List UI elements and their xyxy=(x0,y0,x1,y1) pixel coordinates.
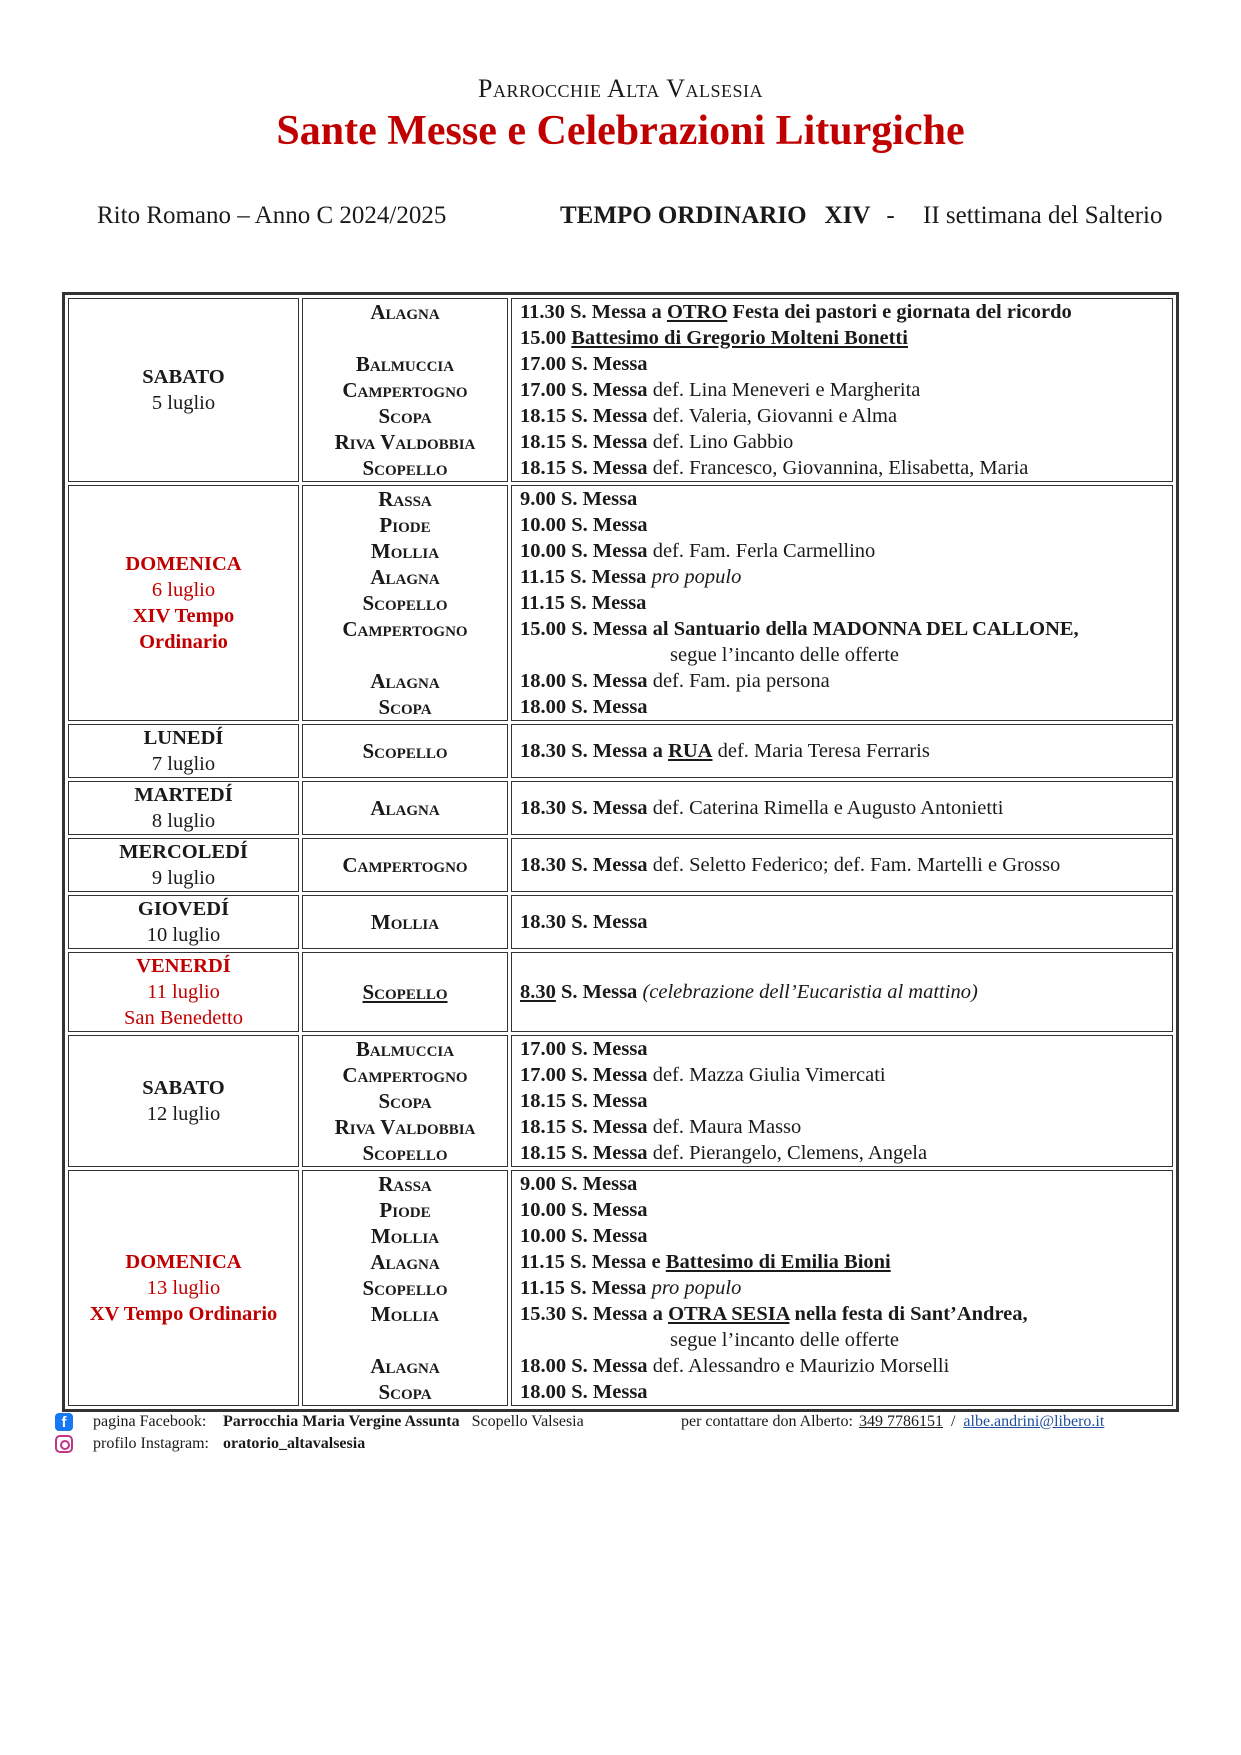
location-name: Scopa xyxy=(378,1089,432,1113)
events-cell xyxy=(511,1035,1173,1167)
event-text: segue l’incanto delle offerte xyxy=(670,644,900,666)
location-name: Alagna xyxy=(370,669,440,693)
day-liturgy: San Benedetto xyxy=(124,1007,243,1029)
day-liturgy: XIV Tempo xyxy=(132,605,235,627)
day-cell xyxy=(68,952,299,1032)
location-cell xyxy=(302,724,508,778)
event-text: S. Messa xyxy=(555,981,643,1003)
events-cell xyxy=(511,781,1173,835)
location-name: Campertogno xyxy=(342,853,468,877)
tempo-dash: - xyxy=(886,202,895,229)
location-name: Rassa xyxy=(378,487,432,511)
day-name: SABATO xyxy=(142,366,225,388)
event-text: 10.00 S. Messa xyxy=(520,540,648,562)
location-name xyxy=(303,325,507,351)
event-text: 11.15 S. Messa xyxy=(520,566,647,588)
event-text: OTRO xyxy=(666,301,728,323)
event-text: def. Mazza Giulia Vimercati xyxy=(647,1064,886,1086)
day-date: 8 luglio xyxy=(151,810,216,832)
location-cell xyxy=(302,838,508,892)
location-name: Alagna xyxy=(370,1250,440,1274)
location-name: Mollia xyxy=(370,1302,440,1326)
location-name: Scopello xyxy=(362,1276,448,1300)
event-line xyxy=(520,538,1172,564)
event-line xyxy=(520,1327,1172,1353)
event-text: 10.00 S. Messa xyxy=(520,1225,648,1247)
event-text: nella festa di Sant’Andrea, xyxy=(789,1303,1028,1325)
location-name: Riva Valdobbia xyxy=(334,430,476,454)
event-text: 18.15 S. Messa xyxy=(520,405,648,427)
schedule-row xyxy=(68,952,1173,1032)
contact-email[interactable]: albe.andrini@libero.it xyxy=(963,1413,1105,1430)
instagram-handle[interactable]: oratorio_altavalsesia xyxy=(223,1435,366,1452)
event-line xyxy=(520,325,1172,351)
event-line xyxy=(520,590,1172,616)
event-text: 18.00 S. Messa xyxy=(520,1355,648,1377)
facebook-suffix: Scopello Valsesia xyxy=(471,1413,584,1430)
event-line xyxy=(520,909,1172,935)
rite-label: Rito Romano – Anno C 2024/2025 xyxy=(97,202,447,229)
event-text: 17.00 S. Messa xyxy=(520,353,648,375)
events-cell xyxy=(511,1170,1173,1406)
event-line xyxy=(520,403,1172,429)
event-line xyxy=(520,1114,1172,1140)
event-line xyxy=(520,299,1172,325)
event-text: 9.00 S. Messa xyxy=(520,488,638,510)
event-line xyxy=(520,979,1172,1005)
schedule-row xyxy=(68,298,1173,482)
event-text: def. Maura Masso xyxy=(647,1116,802,1138)
event-text: (celebrazione dell’Eucaristia al mattino) xyxy=(642,981,978,1003)
event-text: Battesimo di Emilia Bioni xyxy=(665,1251,891,1273)
event-line xyxy=(520,1197,1172,1223)
day-date: 7 luglio xyxy=(151,753,216,775)
location-name: Piode xyxy=(379,1198,431,1222)
event-line xyxy=(520,1379,1172,1405)
event-text: 8.30 xyxy=(520,981,556,1003)
location-name: Mollia xyxy=(370,1224,440,1248)
facebook-icon[interactable]: f xyxy=(55,1413,73,1431)
day-name: MERCOLEDÍ xyxy=(119,841,248,863)
schedule-row xyxy=(68,1170,1173,1406)
events-cell xyxy=(511,952,1173,1032)
tempo-week: XIV xyxy=(824,202,871,229)
events-cell xyxy=(511,485,1173,721)
event-line xyxy=(520,512,1172,538)
event-text: 18.00 S. Messa xyxy=(520,670,648,692)
location-name: Alagna xyxy=(370,796,440,820)
location-name: Scopello xyxy=(362,739,448,763)
instagram-icon[interactable] xyxy=(55,1435,73,1453)
day-cell xyxy=(68,485,299,721)
location-name: Scopa xyxy=(378,1380,432,1404)
location-cell xyxy=(302,1035,508,1167)
event-line xyxy=(520,1062,1172,1088)
events-cell xyxy=(511,724,1173,778)
day-name: GIOVEDÍ xyxy=(137,898,230,920)
event-text: 18.15 S. Messa xyxy=(520,457,648,479)
event-text: 18.30 S. Messa xyxy=(520,911,648,933)
event-line xyxy=(520,1353,1172,1379)
contact-label: per contattare don Alberto: xyxy=(681,1413,853,1430)
event-text: 18.00 S. Messa xyxy=(520,696,648,718)
location-name xyxy=(303,642,507,668)
footer-social xyxy=(55,1411,584,1455)
instagram-row xyxy=(55,1433,584,1455)
event-text: 17.00 S. Messa xyxy=(520,1064,648,1086)
location-name: Alagna xyxy=(370,565,440,589)
event-line xyxy=(520,642,1172,668)
event-line xyxy=(520,616,1172,642)
event-text: def. Lina Meneveri e Margherita xyxy=(647,379,921,401)
location-name: Scopello xyxy=(362,456,448,480)
event-text: RUA xyxy=(668,740,713,762)
day-date: 9 luglio xyxy=(151,867,216,889)
day-cell xyxy=(68,1170,299,1406)
schedule-body xyxy=(68,298,1173,1406)
schedule-row xyxy=(68,895,1173,949)
event-line xyxy=(520,1140,1172,1166)
event-line xyxy=(520,1223,1172,1249)
event-line xyxy=(520,1275,1172,1301)
header-supertitle: Parrocchie Alta Valsesia xyxy=(477,74,764,103)
event-text: 18.15 S. Messa xyxy=(520,1116,648,1138)
event-text: def. Fam. Ferla Carmellino xyxy=(647,540,876,562)
event-text: segue l’incanto delle offerte xyxy=(670,1329,900,1351)
event-text: def. Valeria, Giovanni e Alma xyxy=(647,405,898,427)
event-text: 15.00 S. Messa al Santuario della MADONNA DEL CALLONE, xyxy=(520,618,1079,640)
location-cell xyxy=(302,781,508,835)
event-line xyxy=(520,738,1172,764)
day-name: MARTEDÍ xyxy=(134,784,233,806)
event-text: 17.00 S. Messa xyxy=(520,379,648,401)
location-name: Balmuccia xyxy=(355,352,455,376)
event-text: def. Seletto Federico; def. Fam. Martelli e Grosso xyxy=(647,854,1061,876)
event-text: Battesimo di Gregorio Molteni Bonetti xyxy=(571,327,908,349)
event-text: 17.00 S. Messa xyxy=(520,1038,648,1060)
event-line xyxy=(520,694,1172,720)
event-text: 18.15 S. Messa xyxy=(520,1090,648,1112)
location-cell xyxy=(302,298,508,482)
event-line xyxy=(520,1088,1172,1114)
location-name: Riva Valdobbia xyxy=(334,1115,476,1139)
day-name: DOMENICA xyxy=(125,553,242,575)
schedule-row xyxy=(68,838,1173,892)
location-name: Scopello xyxy=(362,980,448,1004)
schedule-row xyxy=(68,781,1173,835)
location-name: Alagna xyxy=(370,300,440,324)
location-name: Scopello xyxy=(362,591,448,615)
event-line xyxy=(520,455,1172,481)
location-name: Campertogno xyxy=(342,378,468,402)
location-name: Balmuccia xyxy=(355,1037,455,1061)
location-name: Scopa xyxy=(378,695,432,719)
day-cell xyxy=(68,298,299,482)
event-line xyxy=(520,1301,1172,1327)
day-name: LUNEDÍ xyxy=(143,727,224,749)
location-name: Scopello xyxy=(362,1141,448,1165)
event-text: 15.00 xyxy=(520,327,572,349)
event-text: def. Francesco, Giovannina, Elisabetta, Maria xyxy=(647,457,1029,479)
day-name: VENERDÍ xyxy=(136,955,231,977)
event-text: def. Lino Gabbio xyxy=(647,431,794,453)
event-line xyxy=(520,668,1172,694)
event-text: 11.15 S. Messa xyxy=(520,1277,647,1299)
location-name: Rassa xyxy=(378,1172,432,1196)
day-cell xyxy=(68,1035,299,1167)
schedule-row xyxy=(68,485,1173,721)
facebook-row xyxy=(55,1411,584,1433)
day-cell xyxy=(68,895,299,949)
location-name xyxy=(303,1327,507,1353)
event-text: 18.15 S. Messa xyxy=(520,431,648,453)
event-text: Festa dei pastori e giornata del ricordo xyxy=(727,301,1072,323)
event-line xyxy=(520,1249,1172,1275)
event-text: pro populo xyxy=(646,566,742,588)
day-name: SABATO xyxy=(142,1077,225,1099)
instagram-label: profilo Instagram: xyxy=(93,1435,209,1452)
event-text: OTRA SESIA xyxy=(668,1303,790,1325)
event-text: 18.30 S. Messa a xyxy=(520,740,669,762)
event-line xyxy=(520,1171,1172,1197)
event-text: 10.00 S. Messa xyxy=(520,514,648,536)
day-date: 5 luglio xyxy=(151,392,216,414)
day-liturgy: XV Tempo Ordinario xyxy=(89,1303,278,1325)
location-name: Mollia xyxy=(370,539,440,563)
location-name: Alagna xyxy=(370,1354,440,1378)
event-text: 18.30 S. Messa xyxy=(520,854,648,876)
event-text: 10.00 S. Messa xyxy=(520,1199,648,1221)
event-text: 11.15 S. Messa e xyxy=(520,1251,666,1273)
facebook-label: pagina Facebook: xyxy=(93,1413,207,1430)
events-cell xyxy=(511,895,1173,949)
location-cell xyxy=(302,952,508,1032)
event-text: 9.00 S. Messa xyxy=(520,1173,638,1195)
location-name: Piode xyxy=(379,513,431,537)
day-date: 13 luglio xyxy=(146,1277,221,1299)
event-line xyxy=(520,429,1172,455)
facebook-page-name[interactable]: Parrocchia Maria Vergine Assunta xyxy=(223,1413,460,1430)
event-line xyxy=(520,486,1172,512)
event-line xyxy=(520,795,1172,821)
event-line xyxy=(520,351,1172,377)
day-date: 12 luglio xyxy=(146,1103,221,1125)
event-line xyxy=(520,1036,1172,1062)
location-name: Mollia xyxy=(370,910,440,934)
day-date: 6 luglio xyxy=(151,579,216,601)
contact-slash: / xyxy=(950,1413,956,1430)
events-cell xyxy=(511,298,1173,482)
contact-phone[interactable]: 349 7786151 xyxy=(858,1413,943,1430)
event-text: 18.15 S. Messa xyxy=(520,1142,648,1164)
event-text: 11.15 S. Messa xyxy=(520,592,647,614)
location-cell xyxy=(302,1170,508,1406)
footer-contact xyxy=(681,1411,1104,1433)
location-cell xyxy=(302,485,508,721)
location-name: Scopa xyxy=(378,404,432,428)
day-cell xyxy=(68,781,299,835)
event-text: 15.30 S. Messa a xyxy=(520,1303,669,1325)
event-line xyxy=(520,852,1172,878)
event-text: def. Caterina Rimella e Augusto Antonietti xyxy=(647,797,1004,819)
schedule-row xyxy=(68,724,1173,778)
location-name: Campertogno xyxy=(342,1063,468,1087)
event-text: pro populo xyxy=(646,1277,742,1299)
event-text: 18.30 S. Messa xyxy=(520,797,648,819)
events-cell xyxy=(511,838,1173,892)
page-title: Sante Messe e Celebrazioni Liturgiche xyxy=(276,108,965,154)
event-text: 11.30 S. Messa a xyxy=(520,301,667,323)
event-text: 18.00 S. Messa xyxy=(520,1381,648,1403)
day-liturgy: Ordinario xyxy=(139,631,228,653)
day-cell xyxy=(68,838,299,892)
day-cell xyxy=(68,724,299,778)
schedule-row xyxy=(68,1035,1173,1167)
schedule-table xyxy=(62,292,1179,1412)
event-text: def. Fam. pia persona xyxy=(647,670,830,692)
tempo-label xyxy=(560,202,911,230)
event-line xyxy=(520,564,1172,590)
day-date: 11 luglio xyxy=(147,981,220,1003)
day-name: DOMENICA xyxy=(125,1251,242,1273)
event-line xyxy=(520,377,1172,403)
event-text: def. Pierangelo, Clemens, Angela xyxy=(647,1142,928,1164)
event-text: def. Maria Teresa Ferraris xyxy=(712,740,930,762)
salterio-label: II settimana del Salterio xyxy=(923,202,1163,229)
day-date: 10 luglio xyxy=(146,924,221,946)
location-name: Campertogno xyxy=(342,617,468,641)
event-text: def. Alessandro e Maurizio Morselli xyxy=(647,1355,950,1377)
location-cell xyxy=(302,895,508,949)
tempo-name: TEMPO ORDINARIO xyxy=(560,202,807,229)
